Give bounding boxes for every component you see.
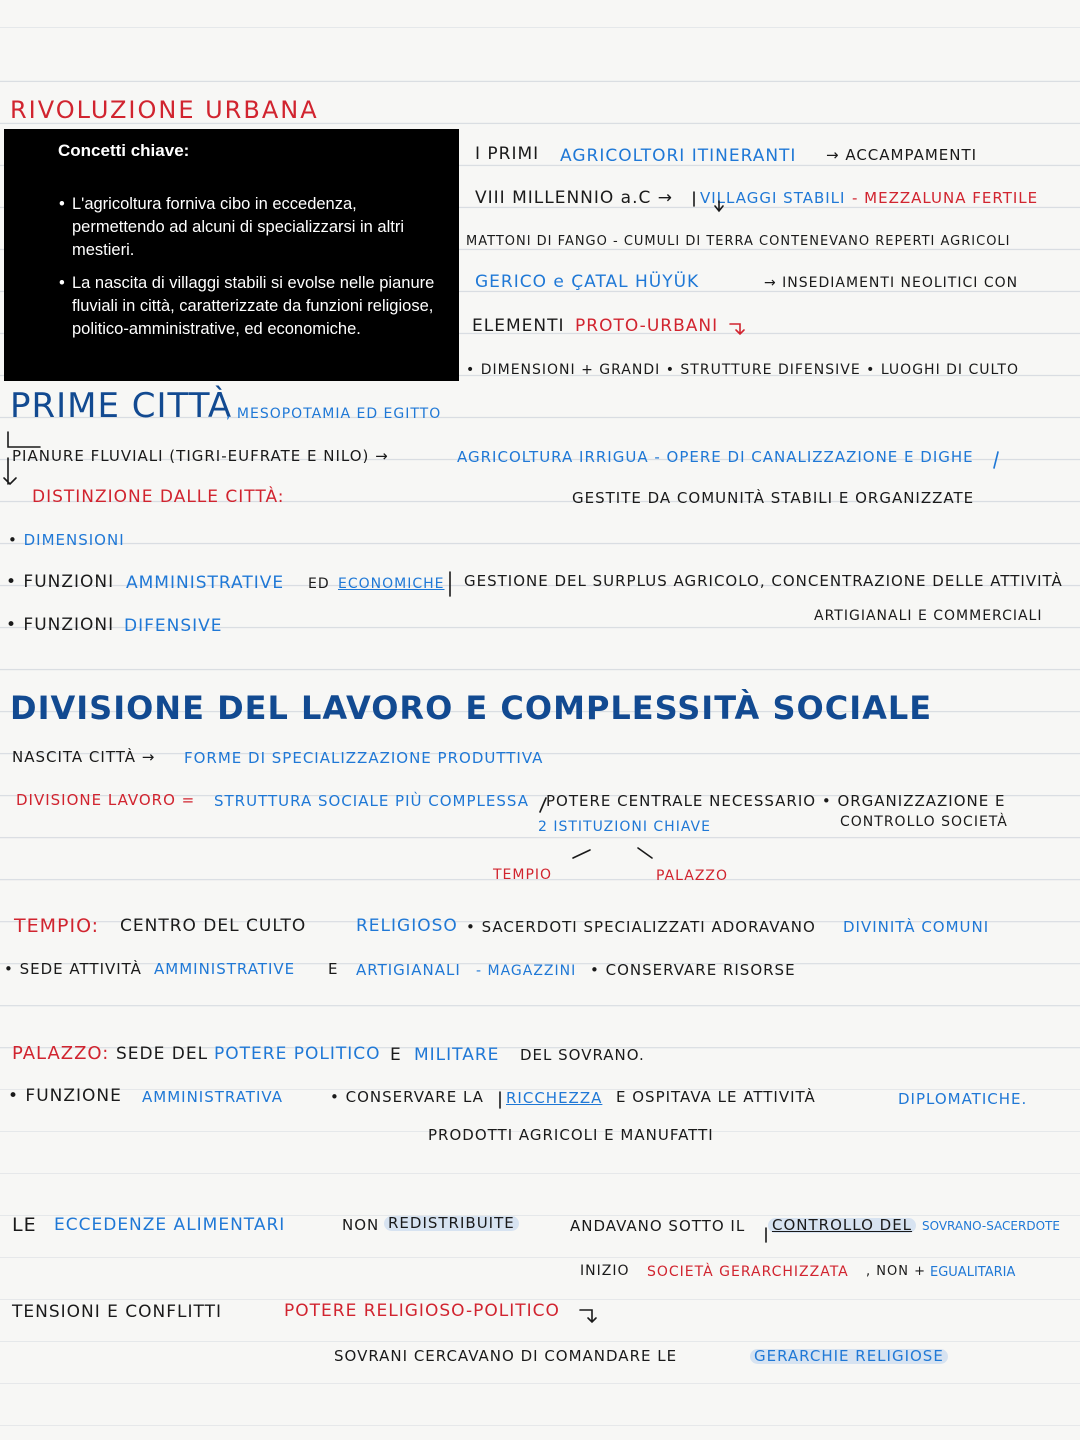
key-concept-item: • L'agricoltura forniva cibo in eccedenza, permettendo ad alcuni di specializzarsi in altri mestieri. [72, 193, 437, 262]
palazzo-conservare: • CONSERVARE LA [330, 1088, 484, 1106]
palazzo-sede: SEDE DEL [116, 1044, 209, 1064]
ecc-andavano: ANDAVANO SOTTO IL [570, 1217, 746, 1235]
palazzo-heading: PALAZZO: [12, 1043, 110, 1064]
tempio-conservare: • CONSERVARE RISORSE [590, 961, 796, 979]
tempio-sede: • SEDE ATTIVITÀ [4, 960, 142, 978]
palazzo-potere: POTERE POLITICO [214, 1044, 381, 1064]
key-concepts-heading: Concetti chiave: [58, 141, 190, 160]
down-right-arrow-icon [730, 324, 744, 334]
divisione-lavoro-text: DIVISIONE LAVORO = [16, 791, 196, 809]
bullet-difensive: DIFENSIVE [124, 616, 223, 636]
palazzo-label: PALAZZO [656, 868, 729, 884]
tempio-religioso: RELIGIOSO [356, 916, 458, 936]
note-dimensioni: • DIMENSIONI + GRANDI • STRUTTURE DIFENSIVE • LUOGHI DI CULTO [466, 362, 1019, 378]
page-title: RIVOLUZIONE URBANA [10, 96, 319, 124]
ecc-gerarchie: GERARCHIE RELIGIOSE [750, 1349, 948, 1364]
section-title-prime-citta: PRIME CITTÀ [10, 386, 233, 426]
palazzo-prodotti: PRODOTTI AGRICOLI E MANUFATTI [428, 1126, 714, 1144]
note-millennio: VIII MILLENNIO a.C → [475, 188, 674, 208]
gestite-text: GESTITE DA COMUNITÀ STABILI E ORGANIZZATE [572, 489, 975, 507]
note-insediamenti: → INSEDIAMENTI NEOLITICI CON [764, 275, 1019, 291]
surplus-text: GESTIONE DEL SURPLUS AGRICOLO, CONCENTRAZIONE DELLE ATTIVITÀ [464, 572, 1063, 590]
ecc-gerarchizzata: SOCIETÀ GERARCHIZZATA [647, 1264, 849, 1280]
palazzo-e: E [390, 1045, 402, 1065]
ecc-tensioni: TENSIONI E CONFLITTI [12, 1302, 223, 1322]
tempio-centro: CENTRO DEL CULTO [120, 916, 307, 936]
ecc-le: LE [12, 1214, 37, 1236]
ecc-redistribuite: REDISTRIBUITE [384, 1216, 519, 1231]
ecc-alimentari: ECCEDENZE ALIMENTARI [54, 1215, 286, 1235]
note-gerico: GERICO e ÇATAL HÜYÜK [475, 272, 700, 292]
ecc-egualitaria: EGUALITARIA [930, 1265, 1016, 1280]
controllo-societa-text: CONTROLLO SOCIETÀ [840, 814, 1008, 830]
ecc-non-piu: , NON + [866, 1264, 926, 1279]
prime-citta-subtitle: , MESOPOTAMIA ED EGITTO [226, 406, 442, 422]
tempio-heading: TEMPIO: [14, 915, 100, 937]
tempio-artigianali: ARTIGIANALI [356, 961, 461, 979]
branch-line [638, 848, 652, 858]
down-arrow-icon [580, 1310, 596, 1322]
tempio-amministrative: AMMINISTRATIVE [154, 960, 296, 978]
branch-line [573, 850, 590, 858]
pianure-text: PIANURE FLUVIALI (TIGRI-EUFRATE E NILO) → [12, 447, 389, 465]
tempio-sacerdoti: • SACERDOTI SPECIALIZZATI ADORAVANO [466, 918, 816, 936]
bullet-funzioni2-label: • FUNZIONI [6, 615, 115, 635]
struttura-sociale-text: STRUTTURA SOCIALE PIÙ COMPLESSA [214, 792, 529, 810]
bullet-dimensioni: • DIMENSIONI [8, 531, 125, 549]
bullet-ed: ED [308, 576, 330, 592]
key-concept-item: • La nascita di villaggi stabili si evolse nelle pianure fluviali in città, caratterizzate da funzioni religiose, politico-amministrative, ed economiche. [72, 272, 437, 341]
down-arrow-icon [4, 458, 16, 484]
bullet-amministrative: AMMINISTRATIVE [126, 573, 285, 593]
ecc-non: NON [342, 1216, 380, 1234]
note-elementi: ELEMENTI [472, 316, 565, 336]
note-accampamenti: → ACCAMPAMENTI [826, 146, 978, 164]
ecc-potere-religioso: POTERE RELIGIOSO-POLITICO [284, 1301, 560, 1321]
note-villaggi: VILLAGGI STABILI [700, 189, 846, 207]
ecc-inizio: INIZIO [580, 1263, 630, 1279]
ecc-controllo: CONTROLLO DEL [768, 1218, 916, 1233]
tempio-divinita: DIVINITÀ COMUNI [843, 918, 990, 936]
agricoltura-irrigua-text: AGRICOLTURA IRRIGUA - OPERE DI CANALIZZAZIONE E DIGHE [457, 448, 974, 466]
palazzo-ospitava: E OSPITAVA LE ATTIVITÀ [616, 1088, 816, 1106]
forme-text: FORME DI SPECIALIZZAZIONE PRODUTTIVA [184, 749, 544, 767]
down-arrow-icon [715, 201, 723, 211]
ecc-sovrani: SOVRANI CERCAVANO DI COMANDARE LE [334, 1347, 678, 1365]
palazzo-sovrano: DEL SOVRANO. [520, 1046, 645, 1064]
note-mattoni: MATTONI DI FANGO - CUMULI DI TERRA CONTENEVANO REPERTI AGRICOLI [466, 234, 1011, 249]
distinzione-text: DISTINZIONE DALLE CITTÀ: [32, 487, 285, 507]
palazzo-diplomatiche: DIPLOMATICHE. [898, 1090, 1028, 1108]
palazzo-ricchezza: RICCHEZZA [506, 1089, 603, 1107]
note-mezzaluna: - MEZZALUNA FERTILE [852, 189, 1039, 207]
section-title-divisione: DIVISIONE DEL LAVORO E COMPLESSITÀ SOCIALE [10, 689, 933, 727]
palazzo-amministrativa: AMMINISTRATIVA [142, 1088, 283, 1106]
tempio-magazzini: - MAGAZZINI [476, 963, 577, 979]
slash-mark [994, 452, 998, 468]
note-primi: I PRIMI [475, 144, 540, 164]
bullet-economiche: ECONOMICHE [338, 576, 445, 592]
tempio-label: TEMPIO [493, 867, 553, 883]
ecc-sovrano: SOVRANO-SACERDOTE [922, 1219, 1060, 1233]
bullet-funzioni-label: • FUNZIONI [6, 572, 115, 592]
palazzo-militare: MILITARE [414, 1045, 500, 1065]
istituzioni-text: 2 ISTITUZIONI CHIAVE [538, 819, 711, 835]
nascita-citta-text: NASCITA CITTÀ → [12, 748, 156, 766]
potere-centrale-text: POTERE CENTRALE NECESSARIO • ORGANIZZAZIONE E [546, 792, 1006, 810]
note-agricoltori: AGRICOLTORI ITINERANTI [560, 146, 797, 166]
bracket-mark [540, 798, 546, 812]
tempio-e: E [328, 960, 339, 978]
note-proto-urbani: PROTO-URBANI [575, 316, 719, 336]
bracket-mark [8, 432, 40, 447]
palazzo-funzione: • FUNZIONE [8, 1086, 122, 1106]
artigianali-text: ARTIGIANALI E COMMERCIALI [814, 608, 1043, 624]
